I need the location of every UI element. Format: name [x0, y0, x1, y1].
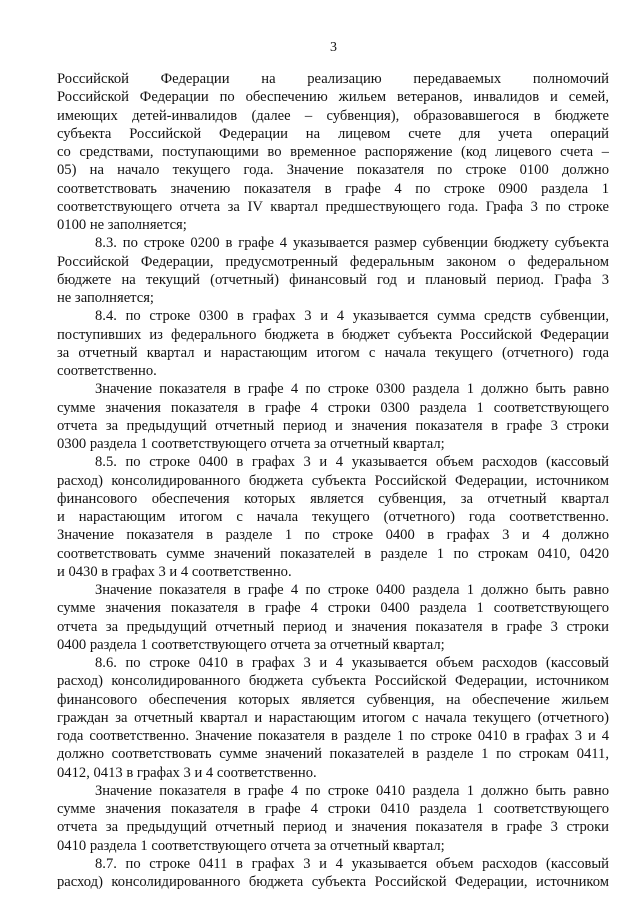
text-line: поступивших из федерального бюджета в бюджет субъекта Российской Федерации — [57, 326, 609, 343]
text-line: финансового обеспечения которых является субвенция, на обеспечение жильем — [57, 691, 609, 708]
text-line: бюджете на текущий (отчетный) финансовый год и плановый период. Графа 3 — [57, 271, 609, 288]
text-line: расход) консолидированного бюджета субъекта Российской Федерации, источником — [57, 673, 609, 690]
text-line: со средствами, поступающими во временное распоряжение (код лицевого счета – — [57, 144, 609, 160]
text-line: отчета за предыдущий отчетный период и значения показателя в графе 3 строки — [57, 819, 609, 836]
text-line: финансового обеспечения которых является субвенция, за отчетный квартал — [57, 490, 609, 507]
text-line: отчета за предыдущий отчетный период и значения показателя в графе 3 строки — [57, 618, 609, 635]
text-line: Значение показателя в графе 4 по строке 0410 раздела 1 должно быть равно — [95, 782, 609, 799]
text-line: Значение показателя в разделе 1 по строке 0400 в графах 3 и 4 должно — [57, 527, 609, 544]
text-line: 8.3. по строке 0200 в графе 4 указывается размер субвенции бюджету субъекта — [95, 235, 609, 252]
text-line: 8.7. по строке 0411 в графах 3 и 4 указывается объем расходов (кассовый — [95, 855, 609, 872]
text-line: 05) на начало текущего года. Значение показателя по строке 0100 должно — [57, 162, 609, 179]
text-line: расход) консолидированного бюджета субъекта Российской Федерации, источником — [57, 472, 609, 489]
text-line: сумме значения показателя в графе 4 строки 0410 раздела 1 соответствующего — [57, 801, 609, 817]
text-line: соответствовать значению показателя в графе 4 по строке 0900 раздела 1 — [57, 180, 609, 197]
text-line: расход) консолидированного бюджета субъекта Российской Федерации, источником — [57, 874, 609, 890]
text-line: Значение показателя в графе 4 по строке 0300 раздела 1 должно быть равно — [95, 381, 609, 398]
text-line: 0412, 0413 в графах 3 и 4 соответственно. — [57, 764, 317, 781]
text-line: 8.4. по строке 0300 в графах 3 и 4 указывается сумма средств субвенции, — [95, 308, 609, 325]
text-line: не заполняется; — [57, 290, 154, 306]
text-line: и нарастающим итогом с начала текущего (отчетного) года соответственно. — [57, 509, 609, 525]
text-line: за отчетный квартал и нарастающим итогом с начала текущего (отчетного) года — [57, 344, 609, 361]
document-body — [57, 70, 610, 891]
text-line: года соответственно. Значение показателя в разделе 1 по строке 0410 в графах 3 и 4 — [57, 728, 609, 744]
text-line: имеющих детей-инвалидов (далее – субвенция), образовавшегося в бюджете — [57, 107, 609, 124]
text-line: отчета за предыдущий отчетный период и значения показателя в графе 3 строки — [57, 417, 609, 434]
text-line: соответственно. — [57, 363, 157, 379]
text-line: 0410 раздела 1 соответствующего отчета за отчетный квартал; — [57, 837, 445, 854]
text-line: 8.6. по строке 0410 в графах 3 и 4 указывается объем расходов (кассовый — [95, 655, 609, 671]
text-line: сумме значения показателя в графе 4 строки 0300 раздела 1 соответствующего — [57, 399, 609, 416]
text-line: 0100 не заполняется; — [57, 217, 187, 233]
text-line: Российской Федерации, предусмотренный федеральным законом о федеральном — [57, 253, 609, 270]
text-line: соответствовать сумме значений показателей в разделе 1 по строкам 0410, 0420 — [57, 545, 609, 562]
text-line: соответствующего отчета за IV квартал предшествующего года. Графа 3 по строке — [57, 198, 609, 215]
text-line: Российской Федерации на реализацию передаваемых полномочий — [57, 71, 609, 87]
text-line: и 0430 в графах 3 и 4 соответственно. — [57, 563, 292, 580]
page-number: 3 — [330, 40, 337, 55]
text-line: 0300 раздела 1 соответствующего отчета за отчетный квартал; — [57, 436, 445, 452]
text-line: Значение показателя в графе 4 по строке 0400 раздела 1 должно быть равно — [95, 582, 609, 598]
text-line: 0400 раздела 1 соответствующего отчета за отчетный квартал; — [57, 636, 445, 653]
text-line: Российской Федерации по обеспечению жильем ветеранов, инвалидов и семей, — [57, 89, 609, 106]
text-line: граждан за отчетный квартал и нарастающим итогом с начала текущего (отчетного) — [57, 709, 609, 726]
text-line: субъекта Российской Федерации на лицевом счете для учета операций — [57, 125, 609, 142]
text-line: сумме значения показателя в графе 4 строки 0400 раздела 1 соответствующего — [57, 600, 609, 617]
text-line: должно соответствовать сумме значений показателей в разделе 1 по строкам 0411, — [57, 746, 609, 763]
text-line: 8.5. по строке 0400 в графах 3 и 4 указывается объем расходов (кассовый — [95, 454, 609, 471]
